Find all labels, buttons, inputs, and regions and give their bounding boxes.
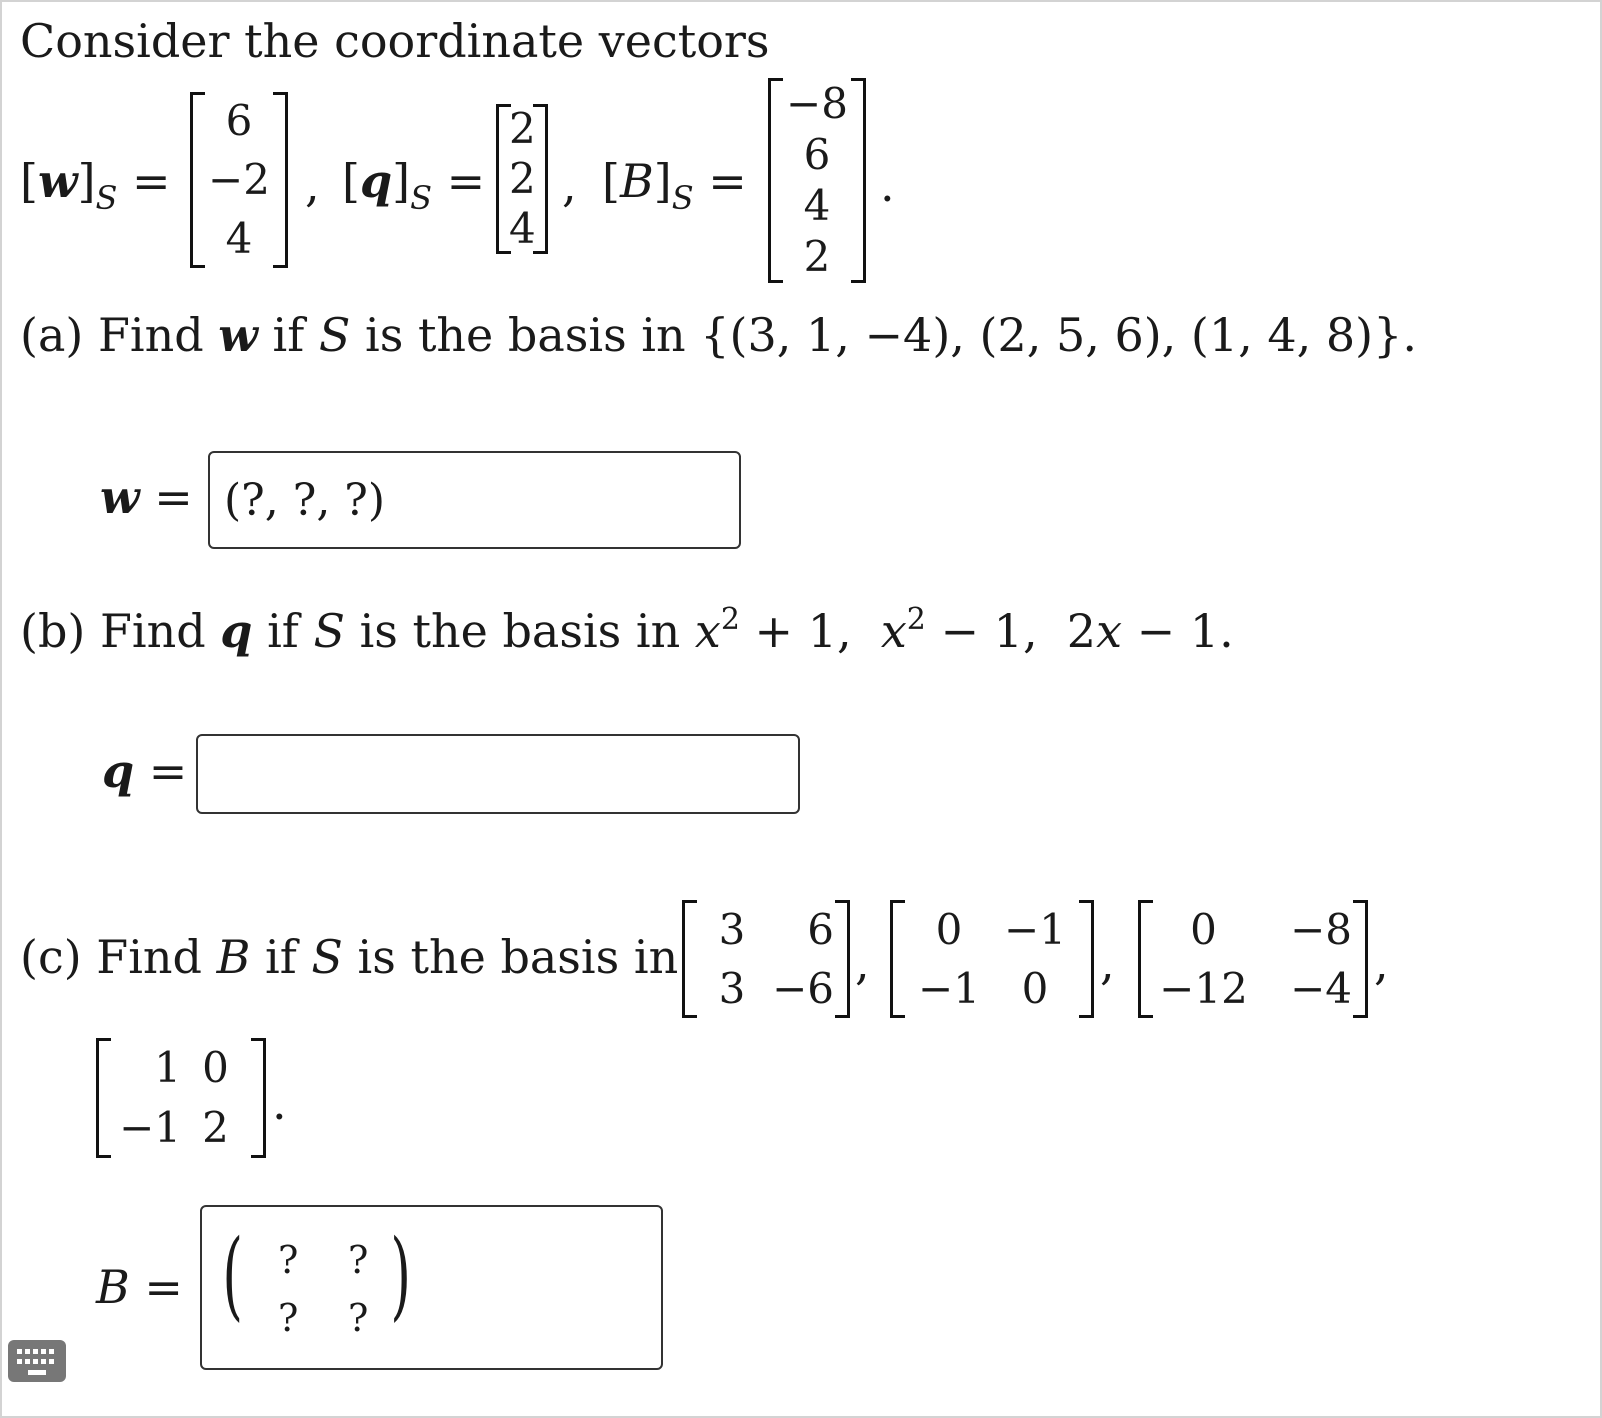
basis-matrix-3: 0 −8 −12 −4 [1138, 900, 1368, 1018]
B-coord-label: $[B]_S$ = [602, 154, 747, 217]
period: . [272, 1076, 287, 1130]
basis-matrix-1: 3 6 3 −6 [682, 900, 850, 1018]
q-entry: 4 [509, 204, 536, 253]
answer-b-label: q = [102, 744, 188, 798]
q-entry: 2 [509, 104, 536, 153]
B-coord-matrix [768, 78, 866, 283]
answer-c-label: B = [96, 1260, 183, 1314]
basis-matrix-2: 0 −1 −1 0 [890, 900, 1094, 1018]
answer-c-cell: ? [348, 1296, 369, 1340]
answer-c-cell: ? [348, 1238, 369, 1282]
w-coord-label: $[w]_S$ = [20, 154, 171, 217]
part-c-question: (c) Find B if S is the basis in [20, 930, 679, 984]
comma: , [855, 936, 870, 990]
w-entry: −2 [208, 154, 270, 204]
comma: , [305, 158, 320, 212]
B-entry: 2 [803, 232, 831, 282]
keyboard-icon[interactable] [8, 1340, 66, 1382]
answer-c-cell: ? [278, 1238, 299, 1282]
basis-matrix-4: 1 0 −1 2 [96, 1038, 266, 1158]
period: . [880, 158, 895, 212]
q-coord-matrix [496, 104, 548, 254]
answer-c-input[interactable] [200, 1205, 663, 1370]
comma: , [562, 158, 577, 212]
answer-c-cell: ? [278, 1296, 299, 1340]
q-coord-label: $[q]_S$ = [342, 154, 486, 217]
comma: , [1100, 936, 1115, 990]
right-paren: ) [390, 1219, 412, 1331]
q-entry: 2 [509, 154, 536, 203]
answer-a-label: w = [100, 470, 193, 524]
part-a-question: (a) Find w if S is the basis in {(3, 1, −4), (2, 5, 6), (1, 4, 8)}. [20, 308, 1417, 362]
w-entry: 6 [225, 96, 253, 146]
answer-a-value: (?, ?, ?) [224, 475, 386, 526]
B-entry: 4 [803, 181, 831, 231]
B-entry: −8 [786, 78, 848, 128]
comma: , [1374, 936, 1389, 990]
answer-a-input[interactable] [208, 451, 741, 549]
left-paren: ( [222, 1219, 244, 1331]
B-entry: 6 [803, 129, 831, 179]
part-b-question: (b) Find q if S is the basis in $x^2 + 1$, $x^2 - 1$, 2x − 1. [20, 602, 1234, 658]
answer-b-input[interactable] [196, 734, 800, 814]
intro-text: Consider the coordinate vectors [20, 14, 770, 68]
w-coord-matrix [190, 92, 288, 268]
w-entry: 4 [225, 213, 253, 263]
